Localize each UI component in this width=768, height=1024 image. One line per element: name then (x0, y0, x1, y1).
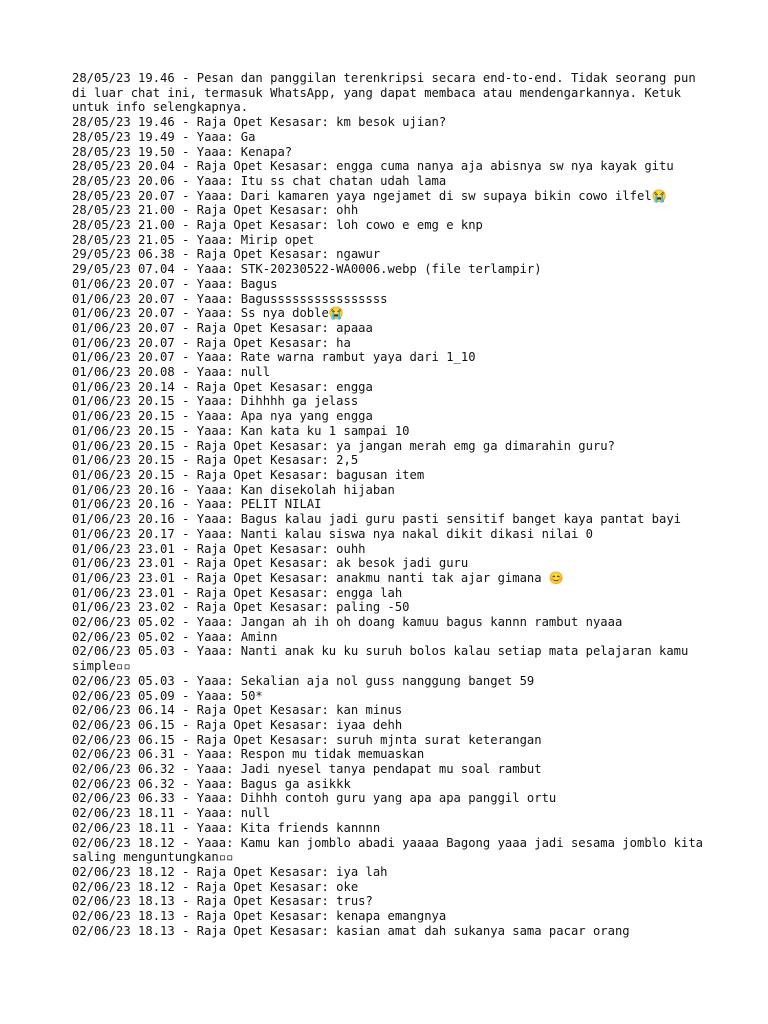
chat-line: 01/06/23 23.01 - Raja Opet Kesasar: engga lah (72, 585, 403, 600)
chat-line: 28/05/23 20.07 - Yaaa: Dari kamaren yaya ngejamet di sw supaya bikin cowo ilfel😭 (72, 188, 667, 203)
chat-line: 02/06/23 05.09 - Yaaa: 50* (72, 688, 263, 703)
chat-line: 29/05/23 06.38 - Raja Opet Kesasar: ngawur (72, 247, 381, 262)
chat-line: 01/06/23 23.01 - Raja Opet Kesasar: ak besok jadi guru (72, 556, 469, 571)
chat-line: 01/06/23 20.07 - Raja Opet Kesasar: apaaa (72, 320, 373, 335)
chat-line: 01/06/23 20.15 - Yaaa: Dihhhh ga jelass (72, 394, 359, 409)
chat-line: 01/06/23 20.16 - Yaaa: PELIT NILAI (72, 497, 322, 512)
chat-export-document (72, 71, 712, 938)
chat-line: 02/06/23 06.14 - Raja Opet Kesasar: kan minus (72, 703, 403, 718)
chat-line: 02/06/23 06.32 - Yaaa: Jadi nyesel tanya pendapat mu soal rambut (72, 762, 542, 777)
chat-line: 02/06/23 05.02 - Yaaa: Jangan ah ih oh doang kamuu bagus kannn rambut nyaaa (72, 615, 623, 630)
chat-line: 02/06/23 18.13 - Raja Opet Kesasar: kasian amat dah sukanya sama pacar orang (72, 923, 630, 938)
chat-line: 28/05/23 19.46 - Raja Opet Kesasar: km besok ujian? (72, 115, 447, 130)
chat-line: 28/05/23 19.50 - Yaaa: Kenapa? (72, 144, 293, 159)
chat-line: 28/05/23 21.00 - Raja Opet Kesasar: ohh (72, 203, 359, 218)
chat-line: 01/06/23 20.08 - Yaaa: null (72, 365, 271, 380)
chat-line: 28/05/23 19.49 - Yaaa: Ga (72, 129, 256, 144)
chat-line: 02/06/23 06.32 - Yaaa: Bagus ga asikkk (72, 776, 351, 791)
chat-line: 01/06/23 23.02 - Raja Opet Kesasar: paling -50 (72, 600, 410, 615)
chat-line: 01/06/23 20.15 - Yaaa: Apa nya yang engga (72, 409, 373, 424)
chat-line: 01/06/23 20.07 - Yaaa: Bagus (72, 276, 278, 291)
chat-line: 28/05/23 20.06 - Yaaa: Itu ss chat chatan udah lama (72, 173, 447, 188)
chat-line: 02/06/23 18.12 - Raja Opet Kesasar: iya lah (72, 864, 388, 879)
chat-line: 01/06/23 20.07 - Yaaa: Bagussssssssssssssss (72, 291, 388, 306)
chat-line: 01/06/23 20.07 - Yaaa: Ss nya doble😭 (72, 306, 344, 321)
chat-line: 28/05/23 19.46 - Pesan dan panggilan terenkripsi secara end-to-end. Tidak seorang pun di luar chat ini, termasuk WhatsApp, yang dapat membaca atau mendengarkannya. Ketuk untuk info selengkapnya. (72, 71, 704, 115)
chat-line: 01/06/23 23.01 - Raja Opet Kesasar: anakmu nanti tak ajar gimana 😊 (72, 570, 565, 585)
chat-line: 02/06/23 18.13 - Raja Opet Kesasar: trus? (72, 894, 373, 909)
chat-line: 01/06/23 20.15 - Yaaa: Kan kata ku 1 sampai 10 (72, 423, 410, 438)
chat-line: 28/05/23 21.05 - Yaaa: Mirip opet (72, 232, 315, 247)
chat-line: 01/06/23 20.16 - Yaaa: Kan disekolah hijaban (72, 482, 395, 497)
chat-line: 02/06/23 18.12 - Yaaa: Kamu kan jomblo abadi yaaaa Bagong yaaa jadi sesama jomblo kita saling menguntungkan▫▫ (72, 835, 711, 865)
chat-line: 01/06/23 20.07 - Raja Opet Kesasar: ha (72, 335, 351, 350)
chat-line: 28/05/23 20.04 - Raja Opet Kesasar: engga cuma nanya aja abisnya sw nya kayak gitu (72, 159, 674, 174)
chat-line: 02/06/23 05.03 - Yaaa: Sekalian aja nol guss nanggung banget 59 (72, 673, 535, 688)
chat-line: 28/05/23 21.00 - Raja Opet Kesasar: loh cowo e emg e knp (72, 218, 483, 233)
chat-line: 02/06/23 05.02 - Yaaa: Aminn (72, 629, 278, 644)
chat-line: 01/06/23 20.14 - Raja Opet Kesasar: engga (72, 379, 373, 394)
chat-line: 01/06/23 20.16 - Yaaa: Bagus kalau jadi guru pasti sensitif banget kaya pantat bayi (72, 512, 682, 527)
chat-line: 01/06/23 20.15 - Raja Opet Kesasar: bagusan item (72, 467, 425, 482)
chat-line: 29/05/23 07.04 - Yaaa: STK-20230522-WA0006.webp (file terlampir) (72, 262, 542, 277)
chat-line: 01/06/23 20.15 - Raja Opet Kesasar: ya jangan merah emg ga dimarahin guru? (72, 438, 615, 453)
chat-line: 01/06/23 20.15 - Raja Opet Kesasar: 2,5 (72, 453, 359, 468)
chat-line: 02/06/23 06.31 - Yaaa: Respon mu tidak memuaskan (72, 747, 425, 762)
chat-line: 01/06/23 20.17 - Yaaa: Nanti kalau siswa nya nakal dikit dikasi nilai 0 (72, 526, 593, 541)
chat-line: 02/06/23 05.03 - Yaaa: Nanti anak ku ku suruh bolos kalau setiap mata pelajaran kamu simple▫▫ (72, 644, 696, 674)
chat-line: 01/06/23 20.07 - Yaaa: Rate warna rambut yaya dari 1_10 (72, 350, 476, 365)
chat-line: 01/06/23 23.01 - Raja Opet Kesasar: ouhh (72, 541, 366, 556)
chat-line: 02/06/23 18.13 - Raja Opet Kesasar: kenapa emangnya (72, 909, 447, 924)
chat-line: 02/06/23 06.15 - Raja Opet Kesasar: suruh mjnta surat keterangan (72, 732, 542, 747)
chat-line: 02/06/23 06.15 - Raja Opet Kesasar: iyaa dehh (72, 717, 403, 732)
chat-line: 02/06/23 06.33 - Yaaa: Dihhh contoh guru yang apa apa panggil ortu (72, 791, 557, 806)
chat-line: 02/06/23 18.11 - Yaaa: null (72, 806, 271, 821)
chat-line: 02/06/23 18.12 - Raja Opet Kesasar: oke (72, 879, 359, 894)
chat-line: 02/06/23 18.11 - Yaaa: Kita friends kannnn (72, 820, 381, 835)
